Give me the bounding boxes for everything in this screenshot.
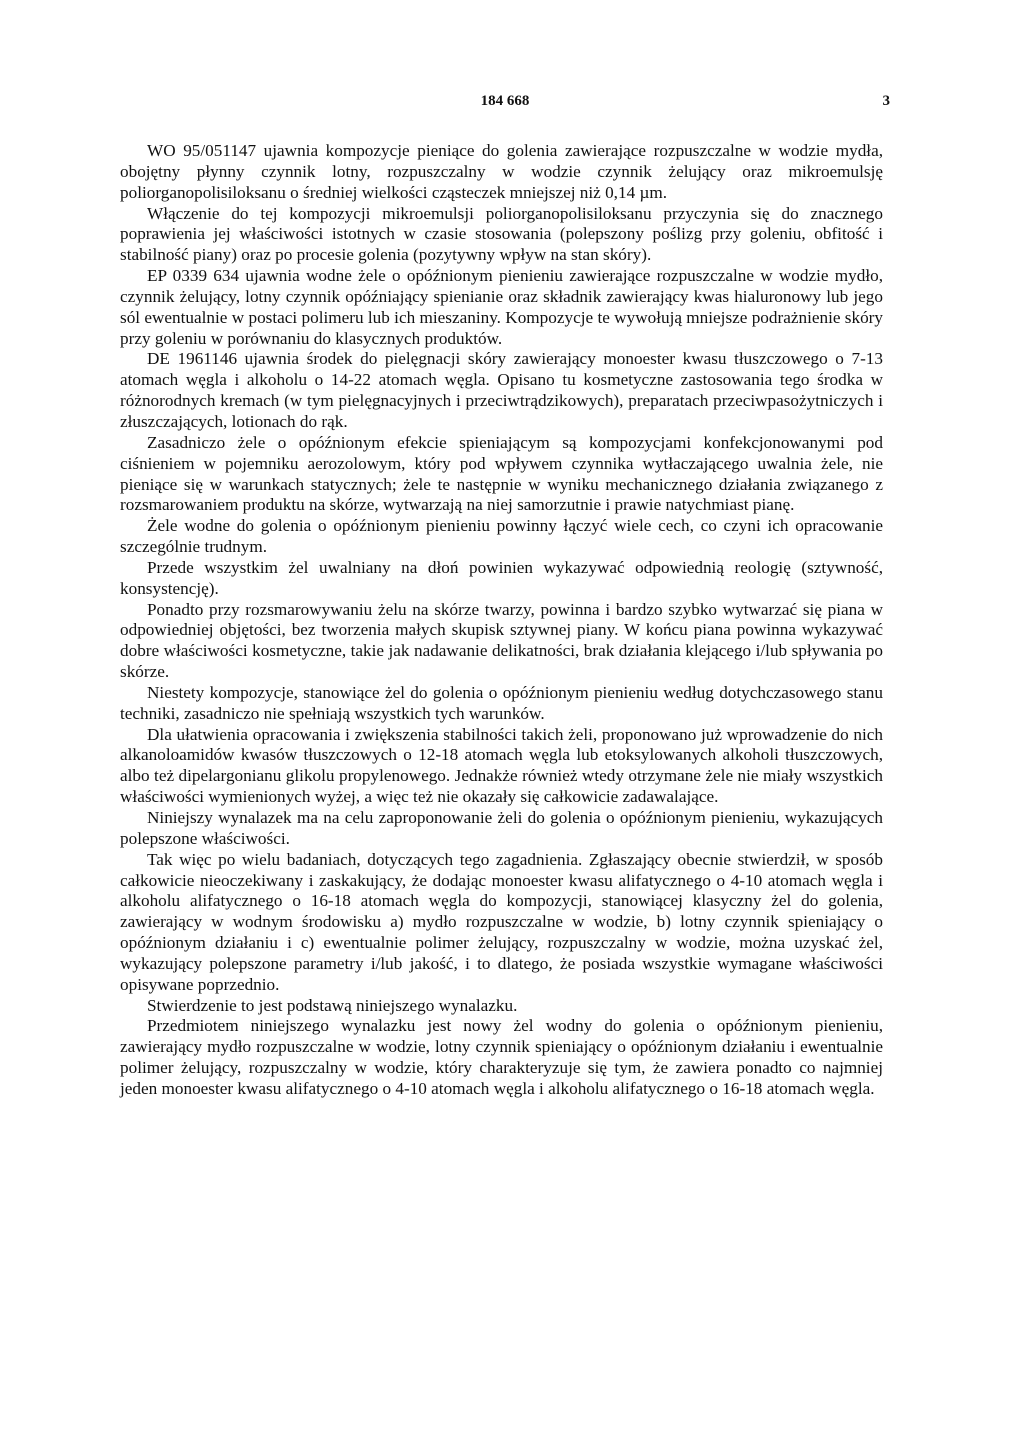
paragraph: Przede wszystkim żel uwalniany na dłoń powinien wykazywać odpowiednią reologię (sztywność, konsystencję). xyxy=(120,557,883,598)
paragraph: Przedmiotem niniejszego wynalazku jest nowy żel wodny do golenia o opóźnionym pienieniu, zawierający mydło rozpuszczalne w wodzie, lotny czynnik spieniający o opóźnionym działaniu i ewentualnie polimer żelujący, rozpuszczalny w wodzie, który charakteryzuje się tym, że zawiera ponadto co najmniej jeden monoester kwasu alifatycznego o 4-10 atomach węgla i alkoholu alifatycznego o 16-18 atomach węgla. xyxy=(120,1016,883,1098)
patent-number: 184 668 xyxy=(480,93,530,109)
paragraph: Tak więc po wielu badaniach, dotyczących tego zagadnienia. Zgłaszający obecnie stwierdził, w sposób całkowicie nieoczekiwany i zaskakujący, że dodając monoester kwasu alifatycznego o 4-10 atomach węgla i alkoholu alifatycznego o 16-18 atomach węgla do kompozycji, stanowiącej klasyczny żel do golenia, zawierający w wodnym środowisku a) mydło rozpuszczalne w wodzie, b) lotny czynnik spieniający o opóźnionym działaniu i c) ewentualnie polimer żelujący, rozpuszczalny w wodzie, można uzyskać żel, wykazujący polepszone parametry i/lub jakość, i to dlatego, że posiada wszystkie wymagane właściwości opisywane poprzednio. xyxy=(120,849,883,994)
paragraph: Włączenie do tej kompozycji mikroemulsji poliorganopolisiloksanu przyczynia się do znacznego poprawienia jej właściwości istotnych w czasie stosowania (polepszony poślizg przy goleniu, obfitość i stabilność piany) oraz po procesie golenia (pozytywny wpływ na stan skóry). xyxy=(120,203,883,265)
paragraph: DE 1961146 ujawnia środek do pielęgnacji skóry zawierający monoester kwasu tłuszczowego o 7-13 atomach węgla i alkoholu o 14-22 atomach węgla. Opisano tu kosmetyczne zastosowania tego środka w różnorodnych kremach (w tym pielęgnacyjnych i przeciwtrądzikowych), preparatach przeciwpasożytniczych i złuszczających, lotionach do rąk. xyxy=(120,349,883,431)
page-number: 3 xyxy=(882,93,890,109)
paragraph: Zasadniczo żele o opóźnionym efekcie spieniającym są kompozycjami konfekcjonowanymi pod ciśnieniem w pojemniku aerozolowym, który pod wpływem czynnika wytłaczającego uwalnia żele, nie pieniące się w warunkach statycznych; żele te następnie w wyniku mechanicznego działania związanego z rozsmarowaniem produktu na skórze, wytwarzają na niej samorzutnie i prawie natychmiast pianę. xyxy=(120,432,883,515)
paragraph: EP 0339 634 ujawnia wodne żele o opóźnionym pienieniu zawierające rozpuszczalne w wodzie mydło, czynnik żelujący, lotny czynnik opóźniający spienianie oraz składnik zawierający kwas hialuronowy lub jego sól ewentualnie w postaci polimeru lub ich mieszaniny. Kompozycje te wywołują mniejsze podrażnienie skóry przy goleniu w porównaniu do klasycznych produktów. xyxy=(120,266,883,348)
paragraph: Niestety kompozycje, stanowiące żel do golenia o opóźnionym pienieniu według dotychczasowego stanu techniki, zasadniczo nie spełniają wszystkich tych warunków. xyxy=(120,682,883,723)
document-body xyxy=(120,141,883,1100)
paragraph: Dla ułatwienia opracowania i zwiększenia stabilności takich żeli, proponowano już wprowadzenie do nich alkanoloamidów kwasów tłuszczowych o 12-18 atomach węgla lub etoksylowanych alkoholi tłuszczowych, albo też dipelargonianu glikolu propylenowego. Jednakże również wtedy otrzymane żele nie miały wszystkich właściwości wymienionych wyżej, a więc też nie okazały się całkowicie zadawalające. xyxy=(120,724,883,807)
paragraph: WO 95/051147 ujawnia kompozycje pieniące do golenia zawierające rozpuszczalne w wodzie mydła, obojętny płynny czynnik lotny, rozpuszczalny w wodzie czynnik żelujący oraz mikroemulsję poliorganopolisiloksanu o średniej wielkości cząsteczek mniejszej niż 0,14 µm. xyxy=(120,141,883,202)
page-header xyxy=(120,93,890,115)
paragraph: Niniejszy wynalazek ma na celu zaproponowanie żeli do golenia o opóźnionym pienieniu, wykazujących polepszone właściwości. xyxy=(120,808,883,848)
paragraph: Żele wodne do golenia o opóźnionym pienieniu powinny łączyć wiele cech, co czyni ich opracowanie szczególnie trudnym. xyxy=(120,516,883,557)
paragraph: Ponadto przy rozsmarowywaniu żelu na skórze twarzy, powinna i bardzo szybko wytwarzać się piana w odpowiedniej objętości, bez tworzenia małych skupisk sztywnej piany. W końcu piana powinna wykazywać dobre właściwości kosmetyczne, takie jak nadawanie delikatności, brak działania klejącego i/lub spływania po skórze. xyxy=(120,599,883,682)
paragraph: Stwierdzenie to jest podstawą niniejszego wynalazku. xyxy=(147,995,518,1015)
